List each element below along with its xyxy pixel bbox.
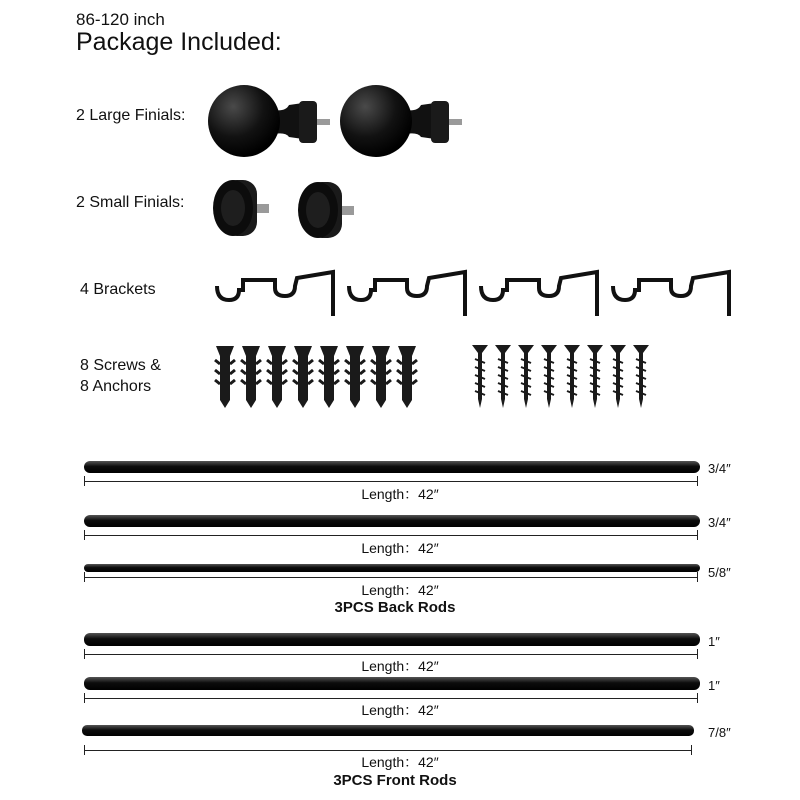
back-rod-2-diameter: 3/4″ bbox=[708, 515, 731, 530]
anchor-icon bbox=[344, 342, 366, 410]
front-rod-3-diameter: 7/8″ bbox=[708, 725, 731, 740]
anchor-icon bbox=[266, 342, 288, 410]
back-rod-2-length: Length：42″ bbox=[361, 540, 439, 556]
screw-icon bbox=[518, 343, 534, 409]
back-rod-1 bbox=[84, 461, 700, 473]
dimension-tick bbox=[84, 693, 85, 703]
dimension-line bbox=[84, 750, 692, 751]
screw-icon bbox=[587, 343, 603, 409]
front-rod-1-length: Length：42″ bbox=[361, 658, 439, 674]
dimension-line bbox=[84, 698, 698, 699]
dimension-line bbox=[84, 577, 698, 578]
dimension-line bbox=[84, 654, 698, 655]
dimension-tick bbox=[697, 476, 698, 486]
dimension-line bbox=[84, 535, 698, 536]
screw-icon bbox=[633, 343, 649, 409]
back-rods-title: 3PCS Back Rods bbox=[334, 599, 456, 616]
dimension-tick bbox=[84, 572, 85, 582]
small-finial-icon bbox=[296, 180, 356, 240]
anchor-icon bbox=[292, 342, 314, 410]
anchor-icon bbox=[214, 342, 236, 410]
anchor-icon bbox=[370, 342, 392, 410]
bracket-icon bbox=[477, 268, 602, 318]
dimension-tick bbox=[84, 745, 85, 755]
brackets-label: 4 Brackets bbox=[80, 281, 156, 298]
dimension-tick bbox=[691, 745, 692, 755]
dimension-tick bbox=[84, 530, 85, 540]
screws-label: 8 Screws & bbox=[80, 357, 161, 374]
dimension-tick bbox=[84, 476, 85, 486]
screw-icon bbox=[610, 343, 626, 409]
front-rods-title: 3PCS Front Rods bbox=[333, 772, 457, 789]
back-rod-1-length: Length：42″ bbox=[361, 486, 439, 502]
dimension-tick bbox=[697, 530, 698, 540]
dimension-tick bbox=[84, 649, 85, 659]
back-rod-1-diameter: 3/4″ bbox=[708, 461, 731, 476]
back-rod-3-length: Length：42″ bbox=[361, 582, 439, 598]
small-finials-label: 2 Small Finials: bbox=[76, 194, 185, 211]
small-finial-icon bbox=[211, 178, 271, 238]
size-range-label: 86-120 inch bbox=[76, 10, 165, 29]
back-rod-3-diameter: 5/8″ bbox=[708, 565, 731, 580]
screw-icon bbox=[564, 343, 580, 409]
anchor-icon bbox=[396, 342, 418, 410]
front-rod-1-diameter: 1″ bbox=[708, 634, 720, 649]
dimension-tick bbox=[697, 649, 698, 659]
large-finial-icon bbox=[207, 83, 332, 163]
large-finial-icon bbox=[339, 83, 464, 163]
screw-icon bbox=[495, 343, 511, 409]
bracket-icon bbox=[213, 268, 338, 318]
front-rod-2 bbox=[84, 677, 700, 690]
large-finials-label: 2 Large Finials: bbox=[76, 107, 186, 124]
anchor-icon bbox=[318, 342, 340, 410]
dimension-tick bbox=[697, 572, 698, 582]
front-rod-3 bbox=[82, 725, 694, 736]
screw-icon bbox=[541, 343, 557, 409]
front-rod-2-diameter: 1″ bbox=[708, 678, 720, 693]
bracket-icon bbox=[609, 268, 734, 318]
back-rod-2 bbox=[84, 515, 700, 527]
dimension-line bbox=[84, 481, 698, 482]
screw-icon bbox=[472, 343, 488, 409]
package-title: Package Included: bbox=[76, 28, 282, 56]
back-rod-3 bbox=[84, 564, 700, 572]
front-rod-3-length: Length：42″ bbox=[361, 754, 439, 770]
anchors-label: 8 Anchors bbox=[80, 378, 152, 395]
dimension-tick bbox=[697, 693, 698, 703]
front-rod-1 bbox=[84, 633, 700, 646]
anchor-icon bbox=[240, 342, 262, 410]
bracket-icon bbox=[345, 268, 470, 318]
front-rod-2-length: Length：42″ bbox=[361, 702, 439, 718]
